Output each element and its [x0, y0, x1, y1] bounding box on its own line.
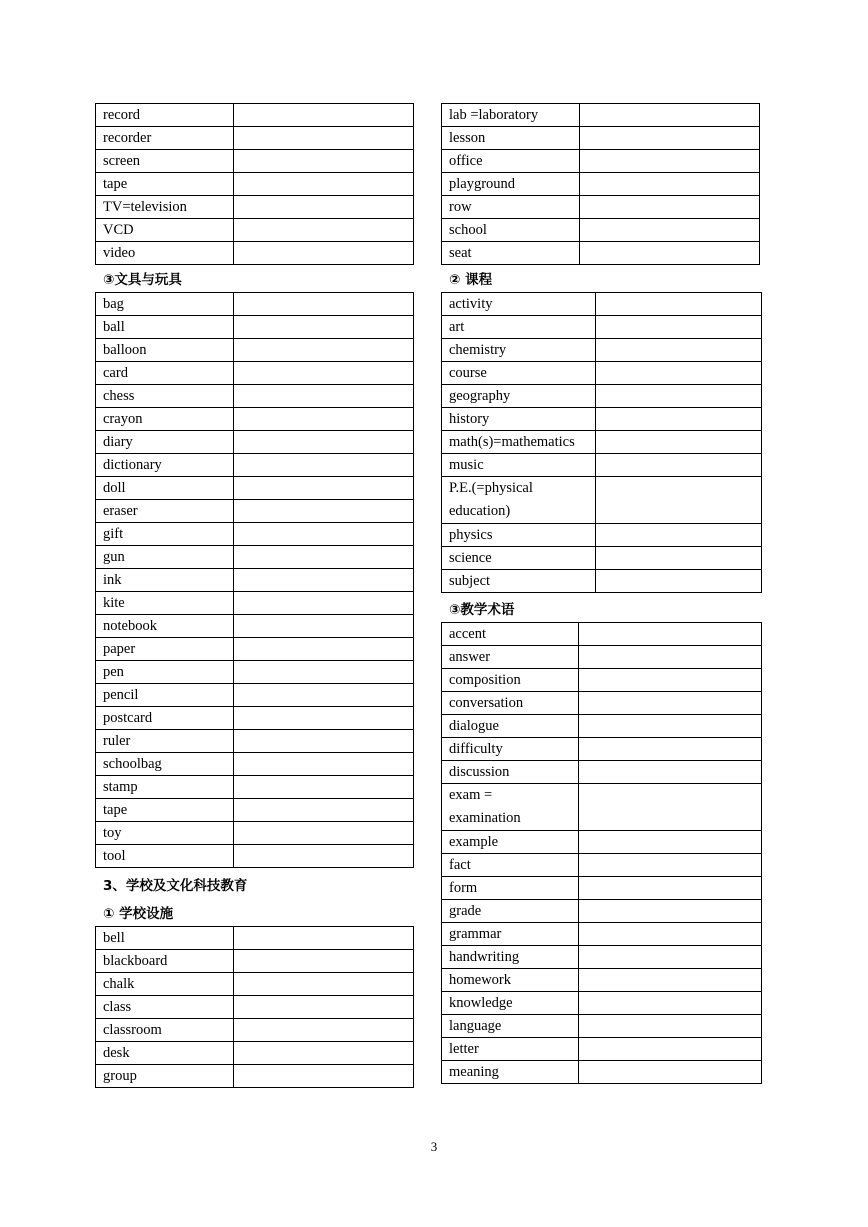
word-cell: science	[442, 547, 596, 570]
word-cell: knowledge	[442, 992, 579, 1015]
word-cell: exam = examination	[442, 784, 579, 831]
word-cell: diary	[96, 431, 234, 454]
table-row	[96, 523, 414, 546]
table-row	[96, 385, 414, 408]
table-row	[96, 776, 414, 799]
answer-cell	[234, 477, 414, 500]
answer-cell	[579, 969, 762, 992]
word-cell: grade	[442, 900, 579, 923]
answer-cell	[234, 408, 414, 431]
word-cell: schoolbag	[96, 753, 234, 776]
answer-cell	[234, 1065, 414, 1088]
table-row	[442, 547, 762, 570]
table-row	[442, 431, 762, 454]
answer-cell	[234, 500, 414, 523]
word-cell: recorder	[96, 127, 234, 150]
word-cell: classroom	[96, 1019, 234, 1042]
word-cell: eraser	[96, 500, 234, 523]
word-cell: discussion	[442, 761, 579, 784]
answer-cell	[596, 408, 762, 431]
table-row	[442, 104, 760, 127]
table-row	[442, 570, 762, 593]
answer-cell	[234, 799, 414, 822]
table-row	[96, 592, 414, 615]
answer-cell	[234, 615, 414, 638]
answer-cell	[234, 973, 414, 996]
answer-cell	[596, 454, 762, 477]
table-row	[442, 339, 762, 362]
word-cell: office	[442, 150, 580, 173]
table-row	[96, 845, 414, 868]
word-cell: history	[442, 408, 596, 431]
table-row	[442, 646, 762, 669]
answer-cell	[596, 316, 762, 339]
word-cell: music	[442, 454, 596, 477]
word-cell: math(s)=mathematics	[442, 431, 596, 454]
table-row	[442, 219, 760, 242]
word-cell: course	[442, 362, 596, 385]
word-cell: handwriting	[442, 946, 579, 969]
vocab-table-stationery-toys	[95, 292, 414, 868]
answer-cell	[234, 776, 414, 799]
word-cell: class	[96, 996, 234, 1019]
answer-cell	[234, 316, 414, 339]
word-cell: pen	[96, 661, 234, 684]
table-row	[96, 1042, 414, 1065]
table-row	[96, 293, 414, 316]
table-row	[96, 242, 414, 265]
answer-cell	[579, 623, 762, 646]
table-row	[442, 692, 762, 715]
answer-cell	[234, 219, 414, 242]
answer-cell	[234, 1019, 414, 1042]
answer-cell	[596, 293, 762, 316]
word-cell: physics	[442, 524, 596, 547]
answer-cell	[579, 831, 762, 854]
table-row	[442, 1061, 762, 1084]
answer-cell	[234, 638, 414, 661]
word-cell: gun	[96, 546, 234, 569]
word-cell: pencil	[96, 684, 234, 707]
answer-cell	[596, 570, 762, 593]
word-cell: tape	[96, 173, 234, 196]
answer-cell	[579, 1061, 762, 1084]
answer-cell	[234, 173, 414, 196]
answer-cell	[579, 854, 762, 877]
answer-cell	[579, 784, 762, 831]
table-row	[96, 431, 414, 454]
answer-cell	[234, 431, 414, 454]
page-number: 3	[430, 1139, 438, 1154]
table-row	[96, 615, 414, 638]
answer-cell	[234, 104, 414, 127]
word-cell: stamp	[96, 776, 234, 799]
table-row	[96, 996, 414, 1019]
word-cell: art	[442, 316, 596, 339]
table-row	[96, 1065, 414, 1088]
answer-cell	[234, 454, 414, 477]
word-cell: seat	[442, 242, 580, 265]
word-cell: lesson	[442, 127, 580, 150]
answer-cell	[234, 339, 414, 362]
answer-cell	[579, 669, 762, 692]
answer-cell	[234, 592, 414, 615]
answer-cell	[234, 822, 414, 845]
answer-cell	[234, 950, 414, 973]
table-row	[442, 1015, 762, 1038]
vocab-table-media	[95, 103, 414, 265]
word-cell: difficulty	[442, 738, 579, 761]
word-cell: chess	[96, 385, 234, 408]
table-row	[96, 684, 414, 707]
answer-cell	[234, 730, 414, 753]
table-row	[96, 661, 414, 684]
table-row	[442, 669, 762, 692]
answer-cell	[579, 715, 762, 738]
section-heading-school-culture: 3、学校及文化科技教育	[103, 878, 248, 894]
answer-cell	[579, 761, 762, 784]
answer-cell	[234, 845, 414, 868]
table-row	[96, 927, 414, 950]
table-row	[96, 707, 414, 730]
word-cell: doll	[96, 477, 234, 500]
table-row	[96, 799, 414, 822]
table-row	[442, 362, 762, 385]
word-cell: blackboard	[96, 950, 234, 973]
table-row	[96, 150, 414, 173]
answer-cell	[579, 1015, 762, 1038]
word-cell: activity	[442, 293, 596, 316]
word-cell: ink	[96, 569, 234, 592]
table-row	[96, 569, 414, 592]
answer-cell	[234, 996, 414, 1019]
word-cell: P.E.(=physical education)	[442, 477, 596, 524]
table-row	[96, 196, 414, 219]
table-row	[96, 127, 414, 150]
word-cell: TV=television	[96, 196, 234, 219]
word-cell: ball	[96, 316, 234, 339]
answer-cell	[579, 877, 762, 900]
table-row	[96, 454, 414, 477]
answer-cell	[234, 127, 414, 150]
word-cell: form	[442, 877, 579, 900]
word-cell: desk	[96, 1042, 234, 1065]
word-cell: ruler	[96, 730, 234, 753]
table-row	[96, 950, 414, 973]
word-cell: tape	[96, 799, 234, 822]
word-cell: group	[96, 1065, 234, 1088]
vocab-table-courses	[441, 292, 762, 593]
heading-stationery-toys: ③文具与玩具	[103, 272, 182, 288]
table-row	[442, 196, 760, 219]
heading-teaching-terms: ③教学术语	[449, 602, 515, 618]
word-cell: row	[442, 196, 580, 219]
word-cell: meaning	[442, 1061, 579, 1084]
word-cell: postcard	[96, 707, 234, 730]
table-row	[442, 784, 762, 831]
answer-cell	[234, 242, 414, 265]
answer-cell	[234, 150, 414, 173]
table-row	[96, 104, 414, 127]
word-cell: paper	[96, 638, 234, 661]
word-cell: conversation	[442, 692, 579, 715]
table-row	[442, 923, 762, 946]
word-cell: composition	[442, 669, 579, 692]
word-cell: crayon	[96, 408, 234, 431]
table-row	[96, 173, 414, 196]
answer-cell	[234, 362, 414, 385]
word-cell: bell	[96, 927, 234, 950]
word-cell: language	[442, 1015, 579, 1038]
answer-cell	[579, 992, 762, 1015]
word-cell: lab =laboratory	[442, 104, 580, 127]
answer-cell	[596, 431, 762, 454]
table-row	[96, 1019, 414, 1042]
table-row	[442, 738, 762, 761]
table-row	[442, 992, 762, 1015]
word-cell: geography	[442, 385, 596, 408]
answer-cell	[234, 1042, 414, 1065]
answer-cell	[580, 150, 760, 173]
answer-cell	[579, 738, 762, 761]
table-row	[442, 877, 762, 900]
table-row	[442, 524, 762, 547]
table-row	[442, 623, 762, 646]
table-row	[96, 339, 414, 362]
answer-cell	[579, 900, 762, 923]
answer-cell	[579, 692, 762, 715]
right-column	[441, 103, 762, 1084]
word-cell: video	[96, 242, 234, 265]
answer-cell	[596, 339, 762, 362]
vocab-table-school-places	[441, 103, 760, 265]
answer-cell	[234, 569, 414, 592]
word-cell: chemistry	[442, 339, 596, 362]
table-row	[442, 715, 762, 738]
word-cell: bag	[96, 293, 234, 316]
table-row	[442, 316, 762, 339]
left-column	[95, 103, 414, 1088]
answer-cell	[579, 923, 762, 946]
table-row	[96, 730, 414, 753]
answer-cell	[580, 219, 760, 242]
word-cell: record	[96, 104, 234, 127]
table-row	[442, 1038, 762, 1061]
answer-cell	[234, 661, 414, 684]
answer-cell	[596, 524, 762, 547]
table-row	[442, 242, 760, 265]
table-row	[96, 219, 414, 242]
word-cell: gift	[96, 523, 234, 546]
answer-cell	[596, 477, 762, 524]
answer-cell	[580, 104, 760, 127]
word-cell: VCD	[96, 219, 234, 242]
word-cell: toy	[96, 822, 234, 845]
heading-courses: ② 课程	[449, 272, 493, 288]
word-cell: kite	[96, 592, 234, 615]
answer-cell	[234, 546, 414, 569]
word-cell: card	[96, 362, 234, 385]
table-row	[96, 477, 414, 500]
word-cell: tool	[96, 845, 234, 868]
table-row	[442, 173, 760, 196]
word-cell: subject	[442, 570, 596, 593]
word-cell: letter	[442, 1038, 579, 1061]
answer-cell	[580, 173, 760, 196]
answer-cell	[596, 547, 762, 570]
table-row	[96, 362, 414, 385]
answer-cell	[596, 362, 762, 385]
word-cell: chalk	[96, 973, 234, 996]
heading-school-facilities: ① 学校设施	[103, 906, 174, 922]
word-cell: playground	[442, 173, 580, 196]
answer-cell	[596, 385, 762, 408]
table-row	[96, 973, 414, 996]
word-cell: balloon	[96, 339, 234, 362]
answer-cell	[234, 684, 414, 707]
table-row	[442, 761, 762, 784]
table-row	[442, 969, 762, 992]
word-cell: accent	[442, 623, 579, 646]
word-cell: dictionary	[96, 454, 234, 477]
answer-cell	[580, 196, 760, 219]
answer-cell	[579, 646, 762, 669]
answer-cell	[580, 242, 760, 265]
answer-cell	[579, 946, 762, 969]
word-cell: homework	[442, 969, 579, 992]
table-row	[96, 316, 414, 339]
answer-cell	[234, 927, 414, 950]
answer-cell	[234, 753, 414, 776]
table-row	[96, 500, 414, 523]
answer-cell	[580, 127, 760, 150]
table-row	[96, 822, 414, 845]
word-cell: school	[442, 219, 580, 242]
table-row	[96, 546, 414, 569]
table-row	[442, 831, 762, 854]
answer-cell	[234, 707, 414, 730]
answer-cell	[234, 385, 414, 408]
word-cell: screen	[96, 150, 234, 173]
table-row	[442, 293, 762, 316]
answer-cell	[579, 1038, 762, 1061]
table-row	[96, 408, 414, 431]
table-row	[442, 946, 762, 969]
table-row	[96, 638, 414, 661]
answer-cell	[234, 196, 414, 219]
table-row	[442, 854, 762, 877]
table-row	[442, 900, 762, 923]
word-cell: fact	[442, 854, 579, 877]
word-cell: example	[442, 831, 579, 854]
vocab-table-teaching-terms	[441, 622, 762, 1084]
table-row	[442, 477, 762, 524]
word-cell: grammar	[442, 923, 579, 946]
word-cell: notebook	[96, 615, 234, 638]
table-row	[442, 385, 762, 408]
table-row	[96, 753, 414, 776]
word-cell: answer	[442, 646, 579, 669]
word-cell: dialogue	[442, 715, 579, 738]
table-row	[442, 127, 760, 150]
answer-cell	[234, 293, 414, 316]
answer-cell	[234, 523, 414, 546]
table-row	[442, 150, 760, 173]
table-row	[442, 454, 762, 477]
vocab-table-school-facilities	[95, 926, 414, 1088]
table-row	[442, 408, 762, 431]
